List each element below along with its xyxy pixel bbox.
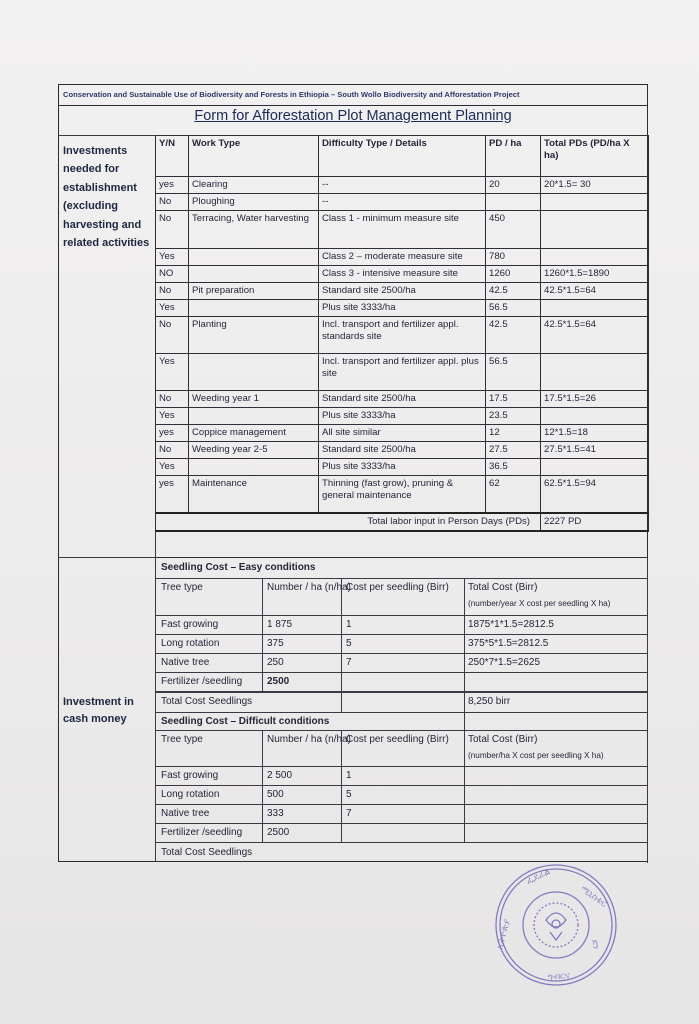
diff-cell: Plus site 3333/ha: [319, 459, 486, 476]
pd-cell: 1260: [486, 266, 541, 283]
easy-row-total: 250*7*1.5=2625: [468, 657, 541, 668]
easy-tree-type-header: Tree type: [161, 582, 203, 593]
diff-cell: All site similar: [319, 425, 486, 442]
yn-cell: No: [156, 391, 189, 408]
work-cell: [189, 354, 319, 391]
svg-text:ግብርና: ግብርና: [547, 971, 571, 983]
table-row: [156, 300, 649, 317]
pd-cell: 42.5: [486, 283, 541, 300]
easy-row-cost: 1: [346, 619, 352, 630]
pd-cell: 23.5: [486, 408, 541, 425]
work-cell: Pit preparation: [189, 283, 319, 300]
difficult-row-number: 2500: [267, 827, 290, 838]
easy-row-tree: Native tree: [161, 657, 210, 668]
project-header: Conservation and Sustainable Use of Biodiversity and Forests in Ethiopia – South Wollo Biodiversity and Afforestation Project: [58, 84, 648, 106]
col-yn: Y/N: [156, 136, 189, 177]
yn-cell: No: [156, 317, 189, 354]
difficult-total-subheader: (number/ha X cost per seedling X ha): [468, 751, 604, 760]
yn-cell: No: [156, 211, 189, 249]
yn-cell: No: [156, 442, 189, 459]
total-cell: 42.5*1.5=64: [541, 283, 649, 300]
difficult-row-cost: 1: [346, 770, 352, 781]
total-cell: 20*1.5= 30: [541, 177, 649, 194]
yn-cell: Yes: [156, 300, 189, 317]
difficult-row-tree: Native tree: [161, 808, 210, 819]
difficult-row-number: 500: [267, 789, 284, 800]
work-cell: Weeding year 1: [189, 391, 319, 408]
pd-cell: 62: [486, 476, 541, 514]
work-cell: [189, 249, 319, 266]
total-cell: [541, 408, 649, 425]
easy-row-cost: 5: [346, 638, 352, 649]
pd-cell: 17.5: [486, 391, 541, 408]
section-divider: [58, 557, 155, 558]
difficult-row-cost: 5: [346, 789, 352, 800]
difficult-total-header: Total Cost (Birr): [468, 734, 538, 745]
difficult-cost-header: Cost per seedling (Birr): [346, 734, 449, 745]
easy-row-number: 1 875: [267, 619, 293, 630]
yn-cell: yes: [156, 177, 189, 194]
difficult-row-tree: Long rotation: [161, 789, 220, 800]
difficult-total-cost-label: Total Cost Seedlings: [161, 847, 253, 858]
work-cell: Planting: [189, 317, 319, 354]
table-row: [156, 408, 649, 425]
pd-cell: 780: [486, 249, 541, 266]
table-row: [156, 177, 649, 194]
diff-cell: Plus site 3333/ha: [319, 408, 486, 425]
work-cell: [189, 459, 319, 476]
work-type-table: [155, 135, 649, 532]
total-cell: 62.5*1.5=94: [541, 476, 649, 514]
pd-cell: 36.5: [486, 459, 541, 476]
work-cell: Terracing, Water harvesting: [189, 211, 319, 249]
total-cell: [541, 249, 649, 266]
table-row: [156, 283, 649, 300]
svg-text:ሚኒስቴር: ሚኒስቴር: [578, 884, 609, 910]
work-cell: Ploughing: [189, 194, 319, 211]
difficult-row-number: 2 500: [267, 770, 293, 781]
easy-row-number: 375: [267, 638, 284, 649]
easy-row-total: 375*5*1.5=2812.5: [468, 638, 549, 649]
seedling-cost-section: [155, 557, 648, 862]
total-cell: [541, 459, 649, 476]
easy-row-tree: Fertilizer /seedling: [161, 676, 243, 687]
pd-cell: 56.5: [486, 300, 541, 317]
work-cell: [189, 266, 319, 283]
easy-row-cost: 7: [346, 657, 352, 668]
total-cell: 17.5*1.5=26: [541, 391, 649, 408]
col-difficulty: Difficulty Type / Details: [319, 136, 486, 177]
diff-cell: Standard site 2500/ha: [319, 283, 486, 300]
col-pd-ha: PD / ha: [486, 136, 541, 177]
total-cell: 42.5*1.5=64: [541, 317, 649, 354]
total-cell: [541, 300, 649, 317]
easy-conditions-title: Seedling Cost – Easy conditions: [161, 562, 316, 573]
difficult-row-number: 333: [267, 808, 284, 819]
yn-cell: Yes: [156, 408, 189, 425]
yn-cell: NO: [156, 266, 189, 283]
yn-cell: No: [156, 283, 189, 300]
easy-row-number: 2500: [267, 676, 290, 687]
table-row: [156, 425, 649, 442]
cash-investment-label: Investment in cash money: [63, 696, 134, 725]
difficult-conditions-title: Seedling Cost – Difficult conditions: [161, 716, 330, 727]
work-cell: Coppice management: [189, 425, 319, 442]
table-row: [156, 317, 649, 354]
easy-total-header: Total Cost (Birr): [468, 582, 538, 593]
svg-text:ደን: ደን: [589, 938, 601, 950]
official-stamp: [488, 862, 624, 988]
difficult-number-header: Number / ha (n/ha): [267, 734, 351, 745]
diff-cell: Plus site 3333/ha: [319, 300, 486, 317]
easy-total-subheader: (number/year X cost per seedling X ha): [468, 599, 611, 608]
work-cell: [189, 300, 319, 317]
table-row: [156, 391, 649, 408]
table-row: [156, 266, 649, 283]
yn-cell: No: [156, 194, 189, 211]
easy-row-number: 250: [267, 657, 284, 668]
work-cell: Maintenance: [189, 476, 319, 514]
yn-cell: yes: [156, 425, 189, 442]
table-row: [156, 476, 649, 514]
yn-cell: Yes: [156, 459, 189, 476]
pd-cell: 27.5: [486, 442, 541, 459]
yn-cell: Yes: [156, 354, 189, 391]
diff-cell: --: [319, 194, 486, 211]
work-cell: Clearing: [189, 177, 319, 194]
total-cell: 12*1.5=18: [541, 425, 649, 442]
work-table-header-row: [156, 136, 649, 177]
table-row: [156, 442, 649, 459]
diff-cell: --: [319, 177, 486, 194]
total-cell: [541, 211, 649, 249]
svg-text:ኢትዮጵያ: ኢትዮጵያ: [495, 918, 513, 951]
diff-cell: Thinning (fast grow), pruning & general maintenance: [319, 476, 486, 514]
easy-total-cost-label: Total Cost Seedlings: [161, 696, 253, 707]
diff-cell: Class 3 - intensive measure site: [319, 266, 486, 283]
yn-cell: yes: [156, 476, 189, 514]
yn-cell: Yes: [156, 249, 189, 266]
total-labor-row: [156, 513, 649, 531]
difficult-row-tree: Fertilizer /seedling: [161, 827, 243, 838]
pd-cell: [486, 194, 541, 211]
pd-cell: 12: [486, 425, 541, 442]
easy-row-tree: Long rotation: [161, 638, 220, 649]
work-cell: [189, 408, 319, 425]
pd-cell: 56.5: [486, 354, 541, 391]
pd-cell: 20: [486, 177, 541, 194]
diff-cell: Standard site 2500/ha: [319, 391, 486, 408]
difficult-row-cost: 7: [346, 808, 352, 819]
diff-cell: Incl. transport and fertilizer appl. standards site: [319, 317, 486, 354]
easy-number-header: Number / ha (n/ha): [267, 582, 351, 593]
difficult-tree-type-header: Tree type: [161, 734, 203, 745]
easy-row-total: 1875*1*1.5=2812.5: [468, 619, 554, 630]
diff-cell: Class 2 – moderate measure site: [319, 249, 486, 266]
total-cell: [541, 194, 649, 211]
difficult-row-tree: Fast growing: [161, 770, 219, 781]
diff-cell: Standard site 2500/ha: [319, 442, 486, 459]
total-labor-value: 2227 PD: [541, 513, 649, 531]
total-cell: [541, 354, 649, 391]
total-cell: 27.5*1.5=41: [541, 442, 649, 459]
svg-text:ፌደራል: ፌደራል: [525, 867, 552, 887]
form-title: Form for Afforestation Plot Management Planning: [194, 108, 512, 124]
col-work-type: Work Type: [189, 136, 319, 177]
table-row: [156, 249, 649, 266]
table-row: [156, 211, 649, 249]
pd-cell: 450: [486, 211, 541, 249]
easy-row-tree: Fast growing: [161, 619, 219, 630]
table-row: [156, 459, 649, 476]
col-total-pds: Total PDs (PD/ha X ha): [541, 136, 649, 177]
pd-cell: 42.5: [486, 317, 541, 354]
work-cell: Weeding year 2-5: [189, 442, 319, 459]
total-cell: 1260*1.5=1890: [541, 266, 649, 283]
diff-cell: Incl. transport and fertilizer appl. plus site: [319, 354, 486, 391]
table-row: [156, 354, 649, 391]
total-labor-label: Total labor input in Person Days (PDs): [156, 513, 541, 531]
easy-cost-header: Cost per seedling (Birr): [346, 582, 449, 593]
easy-total-cost-value: 8,250 birr: [468, 696, 511, 707]
investments-label: Investments needed for establishment (excluding harvesting and related activities: [63, 145, 150, 250]
diff-cell: Class 1 - minimum measure site: [319, 211, 486, 249]
table-row: [156, 194, 649, 211]
